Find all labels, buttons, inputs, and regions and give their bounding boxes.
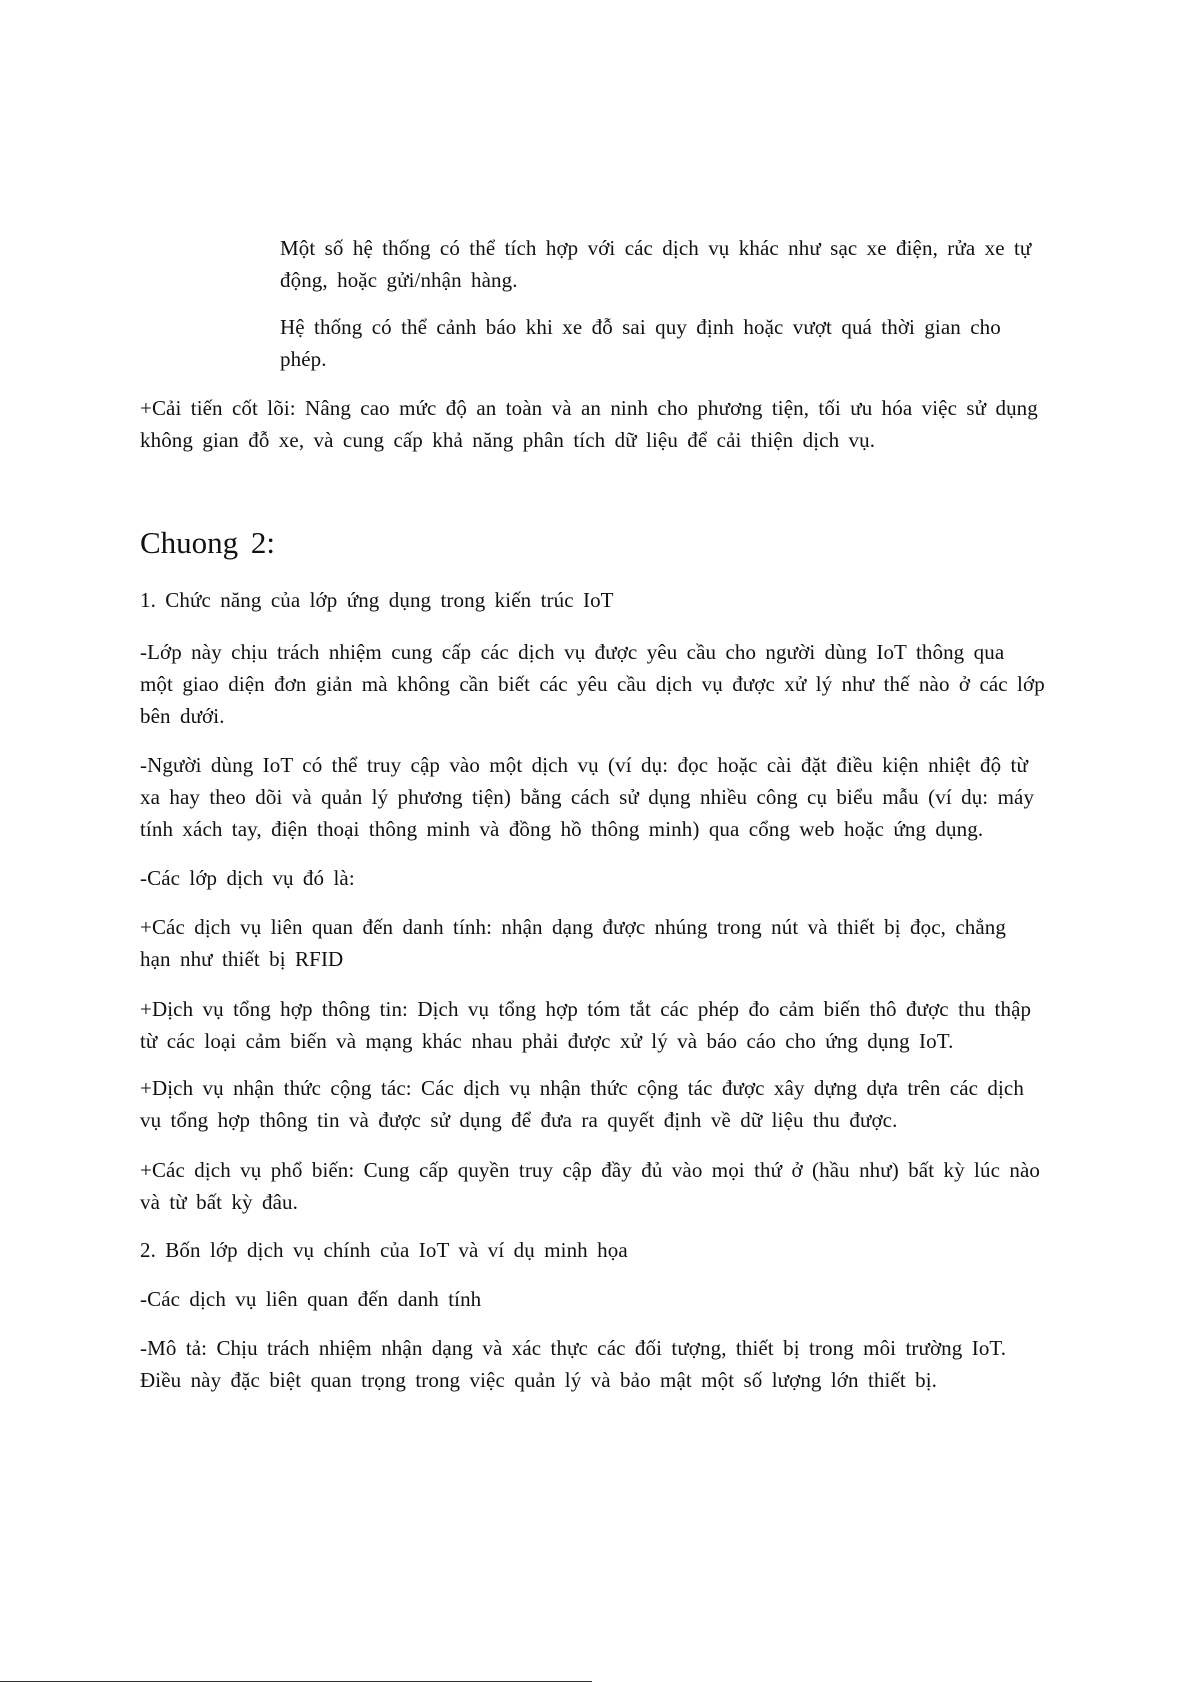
text-line: -Người dùng IoT có thể truy cập vào một dịch vụ (ví dụ: đọc hoặc cài đặt điều kiện nhiệt độ từ: [140, 753, 1028, 777]
text-line: +Cải tiến cốt lõi: Nâng cao mức độ an toàn và an ninh cho phương tiện, tối ưu hóa việc sử dụng: [140, 396, 1038, 420]
text-line: 2. Bốn lớp dịch vụ chính của IoT và ví dụ minh họa: [140, 1238, 628, 1262]
text-line: -Mô tả: Chịu trách nhiệm nhận dạng và xác thực các đối tượng, thiết bị trong môi trường IoT.: [140, 1336, 1007, 1360]
paragraph-ubiquitous-services: [140, 1154, 1040, 1218]
text-line: phép.: [280, 347, 327, 371]
text-line: bên dưới.: [140, 704, 225, 728]
text-line: hạn như thiết bị RFID: [140, 947, 344, 971]
text-line: Một số hệ thống có thể tích hợp với các dịch vụ khác như sạc xe điện, rửa xe tự: [280, 236, 1032, 260]
paragraph-identity-services: [140, 911, 1006, 975]
paragraph-service-layers-intro: [140, 862, 355, 894]
text-line: một giao diện đơn giản mà không cần biết các yêu cầu dịch vụ được xử lý như thế nào ở các lớp: [140, 672, 1045, 696]
text-line: Điều này đặc biệt quan trọng trong việc quản lý và bảo mật một số lượng lớn thiết bị.: [140, 1368, 938, 1392]
text-line: động, hoặc gửi/nhận hàng.: [280, 268, 518, 292]
chapter-heading: Chuong 2:: [140, 525, 276, 560]
text-line: và từ bất kỳ đâu.: [140, 1190, 298, 1214]
paragraph-application-layer: [140, 636, 1045, 732]
bottom-rule: [0, 1681, 592, 1682]
text-line: -Lớp này chịu trách nhiệm cung cấp các dịch vụ được yêu cầu cho người dùng IoT thông qua: [140, 640, 1005, 664]
text-line: vụ tổng hợp thông tin và được sử dụng để đưa ra quyết định về dữ liệu thu được.: [140, 1108, 898, 1132]
text-line: tính xách tay, điện thoại thông minh và đồng hồ thông minh) qua cổng web hoặc ứng dụng.: [140, 817, 984, 841]
text-line: từ các loại cảm biến và mạng khác nhau phải được xử lý và báo cáo cho ứng dụng IoT.: [140, 1029, 954, 1053]
section-title-1: [140, 584, 614, 616]
text-line: +Dịch vụ tổng hợp thông tin: Dịch vụ tổng hợp tóm tắt các phép đo cảm biến thô được thu thập: [140, 997, 1032, 1021]
indented-paragraph-2: [280, 311, 1001, 375]
text-line: xa hay theo dõi và quản lý phương tiện) bằng cách sử dụng nhiều công cụ biểu mẫu (ví dụ: máy: [140, 785, 1035, 809]
text-line: Hệ thống có thể cảnh báo khi xe đỗ sai quy định hoặc vượt quá thời gian cho: [280, 315, 1001, 339]
text-line: +Dịch vụ nhận thức cộng tác: Các dịch vụ nhận thức cộng tác được xây dựng dựa trên các dịch: [140, 1076, 1024, 1100]
text-line: -Các lớp dịch vụ đó là:: [140, 866, 355, 890]
paragraph-description: [140, 1332, 1006, 1396]
text-line: -Các dịch vụ liên quan đến danh tính: [140, 1287, 482, 1311]
paragraph-identity-services-heading: [140, 1283, 481, 1315]
text-line: +Các dịch vụ phổ biến: Cung cấp quyền truy cập đầy đủ vào mọi thứ ở (hầu như) bất kỳ lúc nào: [140, 1158, 1040, 1182]
paragraph-info-aggregation: [140, 993, 1031, 1057]
text-line: không gian đỗ xe, và cung cấp khả năng phân tích dữ liệu để cải thiện dịch vụ.: [140, 428, 876, 452]
core-improvement-paragraph: [140, 392, 1038, 456]
indented-paragraph-1: [280, 232, 1031, 296]
paragraph-iot-user-access: [140, 749, 1034, 845]
text-line: +Các dịch vụ liên quan đến danh tính: nhận dạng được nhúng trong nút và thiết bị đọc, chẳng: [140, 915, 1007, 939]
section-title-2: [140, 1234, 628, 1266]
paragraph-collaborative-aware: [140, 1072, 1024, 1136]
text-line: 1. Chức năng của lớp ứng dụng trong kiến trúc IoT: [140, 588, 614, 612]
